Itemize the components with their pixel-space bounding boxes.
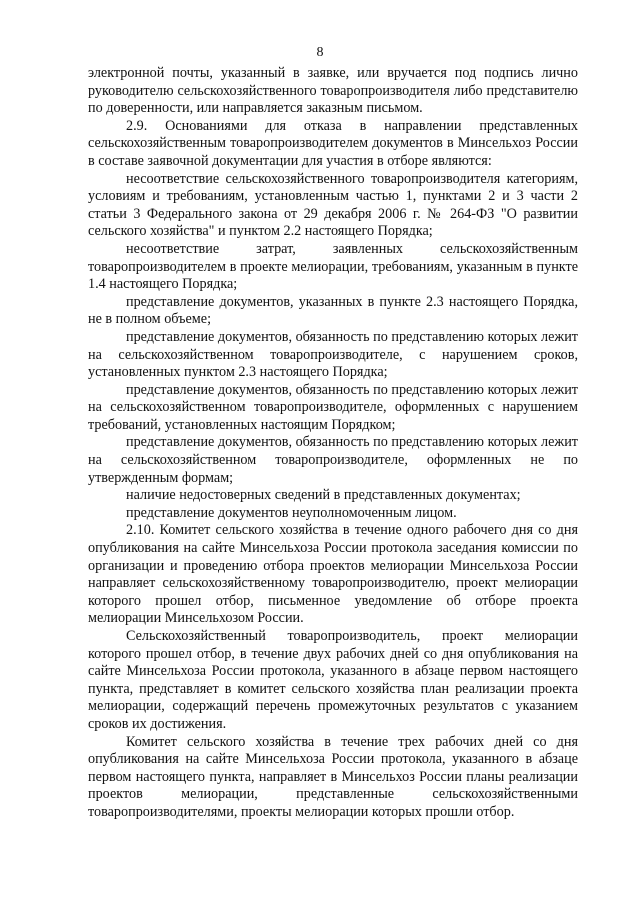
page-number: 8	[316, 45, 324, 60]
paragraph-continuation: электронной почты, указанный в заявке, или вручается под подпись лично руководителю сельскохозяйственного товаропроизводителя либо представителю по доверенности, или направляется заказным письмом.	[88, 65, 578, 117]
paragraph-reason-8: представление документов неуполномоченным лицом.	[126, 504, 457, 521]
paragraph-reason-2: несоответствие затрат, заявленных сельскохозяйственным товаропроизводителем в проекте мелиорации, требованиям, указанным в пункте 1.4 настоящего Порядка;	[88, 240, 578, 293]
paragraph-reason-6: представление документов, обязанность по представлению которых лежит на сельскохозяйственном товаропроизводителе, оформленных не по утвержденным формам;	[88, 434, 578, 486]
paragraph-reason-1: несоответствие сельскохозяйственного товаропроизводителя категориям, условиям и требованиям, установленным частью 1, пунктами 2 и 3 части 2 статьи 3 Федерального закона от 29 декабря 2006 г. № 264-ФЗ "О развитии сельского хозяйства" и пунктом 2.2 настоящего Порядка;	[88, 170, 578, 240]
paragraph-reason-7: наличие недостоверных сведений в представленных документах;	[126, 487, 521, 504]
paragraph-reason-4: представление документов, обязанность по представлению которых лежит на сельскохозяйственном товаропроизводителе, с нарушением сроков, установленных пунктом 2.3 настоящего Порядка;	[88, 328, 578, 381]
paragraph-committee: Комитет сельского хозяйства в течение трех рабочих дней со дня опубликования на сайте Минсельхоза России протокола, указанного в абзаце первом настоящего пункта, направляет в Минсельхоз России планы реализации проектов мелиорации, представленные сельскохозяйственными товаропроизводителями, проекты мелиорации которых прошли отбор.	[88, 733, 578, 820]
paragraph-2-9: 2.9. Основаниями для отказа в направлении представленных сельскохозяйственным товаропроизводителем документов в Минсельхоз России в составе заявочной документации для участия в отборе являются:	[88, 117, 578, 169]
paragraph-reason-5: представление документов, обязанность по представлению которых лежит на сельскохозяйственном товаропроизводителе, оформленных с нарушением требований, установленных настоящим Порядком;	[88, 381, 578, 433]
paragraph-producer: Сельскохозяйственный товаропроизводитель, проект мелиорации которого прошел отбор, в течение двух рабочих дней со дня опубликования на сайте Минсельхоза России протокола, указанного в абзаце первом настоящего пункта, представляет в комитет сельского хозяйства план реализации проекта мелиорации, содержащий перечень промежуточных результатов с указанием сроков их достижения.	[88, 628, 578, 732]
document-body	[88, 65, 578, 822]
paragraph-2-10: 2.10. Комитет сельского хозяйства в течение одного рабочего дня со дня опубликования на сайте Минсельхоза России протокола заседания комиссии по организации и проведению отбора проектов мелиорации Минсельхоза России направляет сельскохозяйственному товаропроизводителю, проект мелиорации которого прошел отбор, письменное уведомление об отборе проекта мелиорации Минсельхозом России.	[88, 522, 578, 627]
paragraph-reason-3: представление документов, указанных в пункте 2.3 настоящего Порядка, не в полном объеме;	[88, 293, 578, 328]
